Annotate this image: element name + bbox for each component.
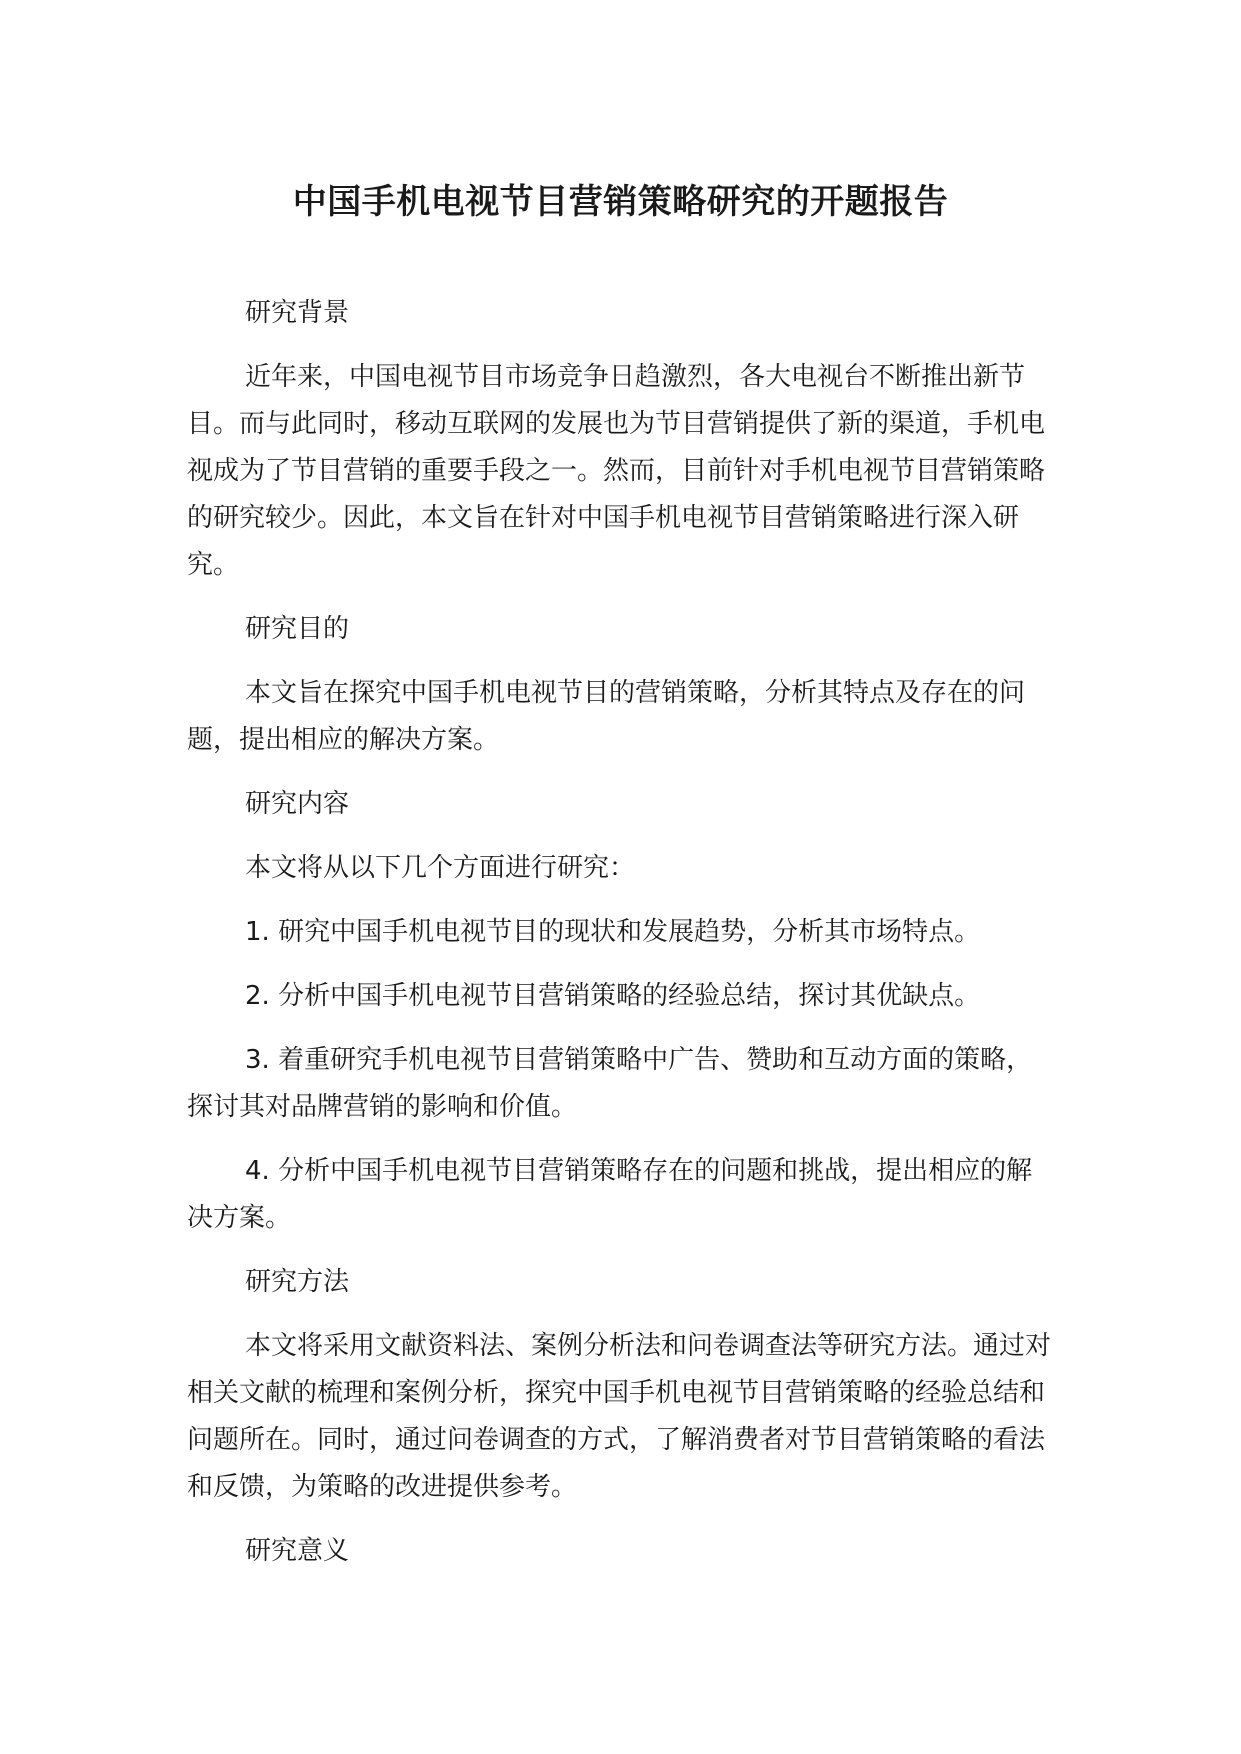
document-title: 中国手机电视节目营销策略研究的开题报告 xyxy=(292,182,949,222)
section-heading-purpose: 研究目的 xyxy=(245,614,350,644)
purpose-paragraph: 本文旨在探究中国手机电视节目的营销策略，分析其特点及存在的问题，提出相应的解决方案。 xyxy=(187,678,1026,755)
content-item-1: 1. 研究中国手机电视节目的现状和发展趋势，分析其市场特点。 xyxy=(245,917,981,947)
content-intro: 本文将从以下几个方面进行研究： xyxy=(245,853,636,883)
content-item-3: 3. 着重研究手机电视节目营销策略中广告、赞助和互动方面的策略，探讨其对品牌营销的影响和价值。 xyxy=(187,1045,1033,1122)
content-item-4: 4. 分析中国手机电视节目营销策略存在的问题和挑战，提出相应的解决方案。 xyxy=(187,1156,1033,1233)
section-heading-method: 研究方法 xyxy=(245,1267,350,1297)
background-paragraph: 近年来，中国电视节目市场竞争日趋激烈，各大电视台不断推出新节目。而与此同时，移动互联网的发展也为节目营销提供了新的渠道，手机电视成为了节目营销的重要手段之一。然而，目前针对手机电视节目营销策略的研究较少。因此，本文旨在针对中国手机电视节目营销策略进行深入研究。 xyxy=(187,362,1046,580)
content-item-2: 2. 分析中国手机电视节目营销策略的经验总结，探讨其优缺点。 xyxy=(245,981,981,1011)
document-body xyxy=(187,290,1057,1592)
section-heading-significance: 研究意义 xyxy=(245,1536,350,1566)
section-heading-background: 研究背景 xyxy=(245,298,350,328)
section-heading-content: 研究内容 xyxy=(245,789,350,819)
method-paragraph: 本文将采用文献资料法、案例分析法和问卷调查法等研究方法。通过对相关文献的梳理和案例分析，探究中国手机电视节目营销策略的经验总结和问题所在。同时，通过问卷调查的方式，了解消费者对节目营销策略的看法和反馈，为策略的改进提供参考。 xyxy=(187,1331,1052,1502)
